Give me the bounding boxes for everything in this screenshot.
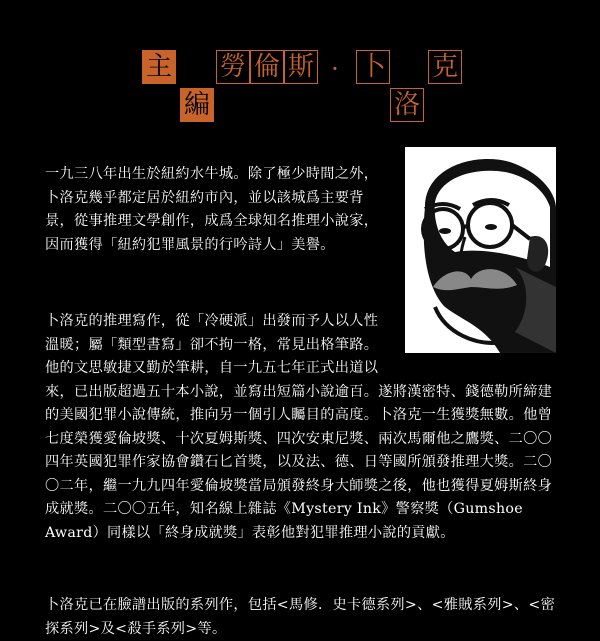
- bio-paragraph-3: 卜洛克已在臉譜出版的系列作，包括<馬修．史卡德系列>、<雅賊系列>、<密探系列>及<殺手系列>等。: [45, 597, 556, 637]
- title-surname-char-2: 洛: [390, 88, 424, 122]
- bio-paragraph-1: 一九三八年出生於紐約水牛城。除了極少時間之外，卜洛克幾乎都定居於紐約市內，並以該城爲主要背景，從事推理文學創作，成爲全球知名推理小說家，因而獲得「紐約犯罪風景的行吟詩人」美譽。: [45, 166, 379, 253]
- title-name-char-3: 斯: [284, 50, 318, 84]
- title-name-char-2: 倫: [250, 50, 284, 84]
- title-name-char-1: 勞: [216, 50, 250, 84]
- portrait-wrap-spacer: [383, 310, 555, 380]
- title-surname-char-3: 克: [428, 50, 462, 84]
- title-surname-char-1: 卜: [356, 50, 390, 84]
- title-role-editor-top: 主: [142, 50, 176, 84]
- bio-paragraph-2: 卜洛克的推理寫作，從「冷硬派」出發而予人以人性溫暖；屬「類型書寫」卻不拘一格，常見出格筆路。他的文思敏捷又勤於筆耕，自一九五七年正式出道以來，已出版超過五十本小說，並寫出短篇小說逾百。遂將漢密特、錢德勒所締建的美國犯罪小說傳統，推向另一個引人矚目的高度。卜洛克一生獲獎無數。他曾七度榮獲愛倫坡獎、十次夏姆斯獎、四次安東尼獎、兩次馬爾他之鷹獎、二〇〇四年英國犯罪作家協會鑽石匕首獎，以及法、德、日等國所頒發推理大獎。二〇〇二年，繼一九九四年愛倫坡獎當局頒發終身大師獎之後，他也獲得夏姆斯終身成就獎。二〇〇五年，知名線上雜誌《Mystery Ink》警察獎（Gumshoe Award）同樣以「終身成就獎」表彰他對犯罪推理小說的貢獻。: [45, 313, 553, 541]
- title-role-editor-bottom: 編: [180, 88, 214, 122]
- title-separator: ·: [331, 55, 339, 83]
- bio-paragraph-2-wrapper: [45, 310, 555, 545]
